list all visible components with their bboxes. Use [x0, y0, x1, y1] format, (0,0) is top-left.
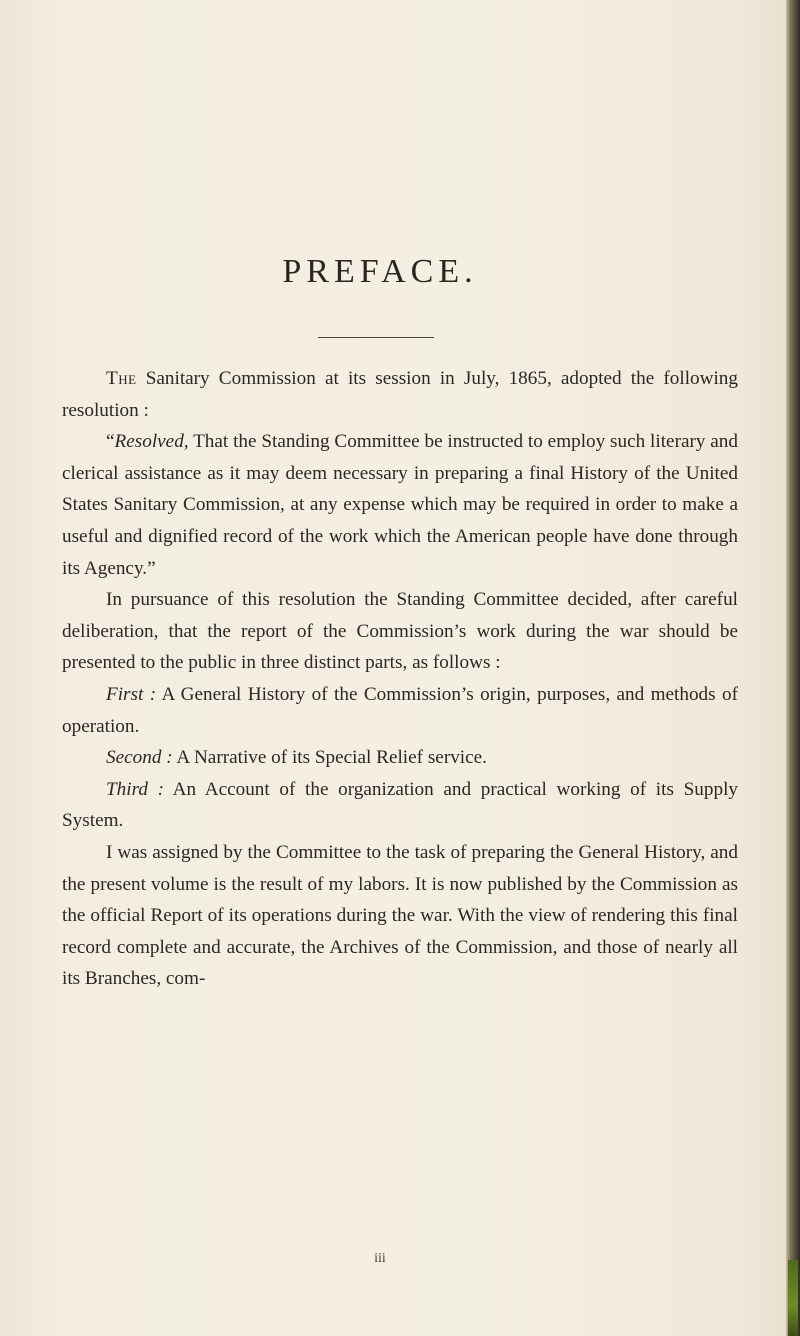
resolution-lead: Resolved, [114, 431, 189, 453]
book-cover-edge [788, 1260, 798, 1336]
paragraph-intro [62, 363, 738, 426]
second-part-lead: Second : [106, 747, 173, 769]
paragraph-intro-lead: The [106, 368, 137, 389]
preface-body [62, 363, 738, 995]
paragraph-second-part [62, 742, 738, 774]
paragraph-resolution [62, 426, 738, 584]
paragraph-first-part [62, 679, 738, 742]
book-spine-edge [786, 0, 800, 1336]
second-part-text: A Narrative of its Special Relief service. [172, 747, 487, 769]
paragraph-third-part [62, 774, 738, 837]
third-part-lead: Third : [106, 778, 165, 800]
first-part-text: A General History of the Commission’s origin, purposes, and methods of operation. [62, 683, 738, 737]
paragraph-assignment-text: I was assigned by the Committee to the task of preparing the General History, and the present volume is the result of my labors. It is now published by the Commission as the official Report of its operations during the war. With the view of rendering this final record complete and accurate, the Archives of the Commission, and those of nearly all its Branches, com- [62, 841, 738, 990]
resolution-text: That the Standing Committee be instructed to employ such literary and clerical assistance as it may deem necessary in preparing a final History of the United States Sanitary Commission, at any expense which may be required in order to make a useful and dignified record of the work which the American people have done through its Agency.” [62, 431, 738, 579]
page-number: iii [374, 1251, 386, 1266]
resolution-quote-open: “ [106, 431, 115, 453]
paragraph-assignment [62, 837, 738, 995]
paragraph-pursuance-text: In pursuance of this resolution the Standing Committee decided, after careful deliberation, that the report of the Commission’s work during the war should be presented to the public in three distinct parts, as follows : [62, 589, 738, 674]
title-divider [318, 337, 434, 338]
paragraph-pursuance [62, 584, 738, 679]
first-part-lead: First : [106, 683, 157, 705]
third-part-text: An Account of the organization and practical working of its Supply System. [62, 778, 738, 832]
paragraph-intro-text: Sanitary Commission at its session in July, 1865, adopted the following resolution : [62, 368, 738, 421]
page-title: PREFACE. [282, 253, 478, 290]
